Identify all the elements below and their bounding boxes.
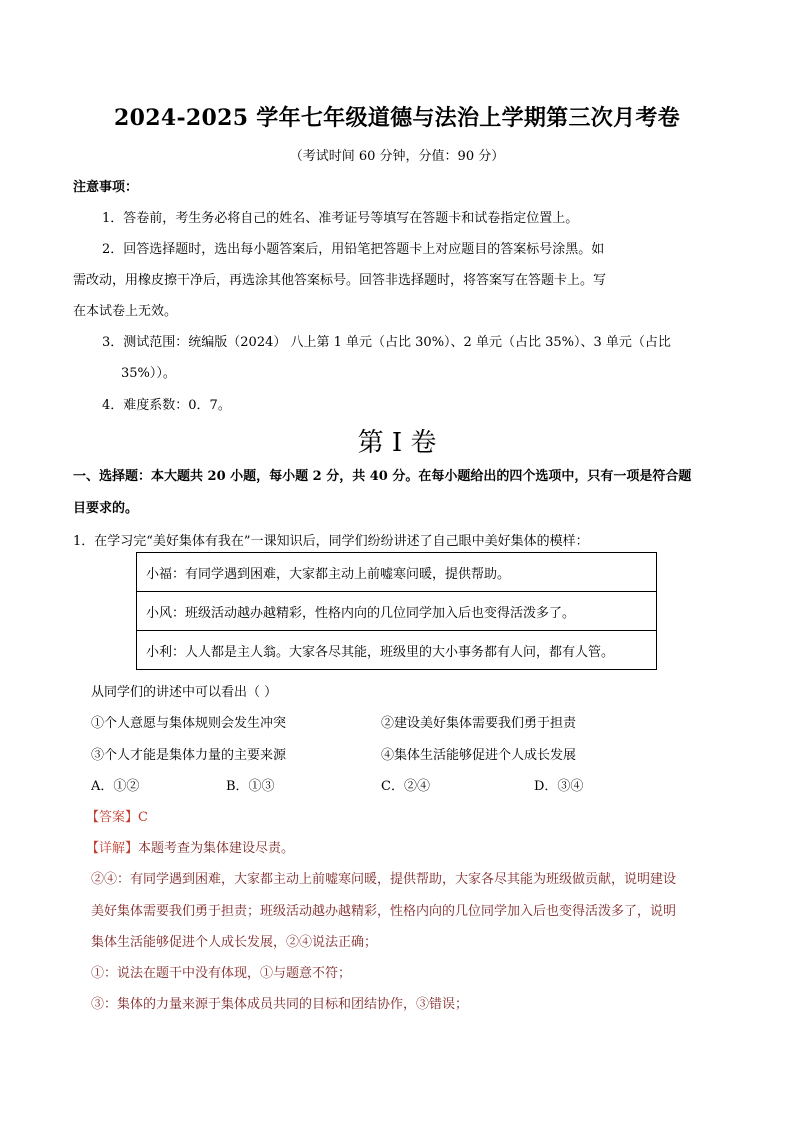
- statement-1: ①个人意愿与集体规则会发生冲突: [91, 716, 287, 731]
- statement-2: ②建设美好集体需要我们勇于担责: [381, 716, 577, 731]
- answer-label: 【答案】C: [86, 810, 148, 825]
- notice-heading: 注意事项：: [73, 180, 139, 195]
- notice-item-4: 4．难度系数：0．7。: [102, 398, 231, 413]
- notice-item-2: 2．回答选择题时，选出每小题答案后，用铅笔把答题卡上对应题目的答案标号涂黑。如: [102, 242, 605, 257]
- table-cell: 小利：人人都是主人翁。大家各尽其能，班级里的大小事务都有人问，都有人管。: [137, 631, 657, 670]
- detail-line: [86, 837, 294, 856]
- question-1-stem: 1．在学习完“美好集体有我在”一课知识后，同学们纷纷讲述了自己眼中美好集体的模样：: [73, 534, 589, 549]
- exam-subtitle: （考试时间 60 分钟，分值：90 分）: [289, 149, 505, 164]
- notice-item-2-cont: 需改动，用橡皮擦干净后，再选涂其他答案标号。回答非选择题时，将答案写在答题卡上。写: [73, 273, 607, 288]
- option-a: A．①②: [91, 779, 140, 794]
- analysis-line-1: ②④：有同学遇到困难，大家都主动上前嘘寒问暖，提供帮助，大家各尽其能为班级做贡献，说明建设: [91, 872, 677, 887]
- table-row: [137, 553, 657, 592]
- question-1-table: [136, 552, 657, 670]
- analysis-line-4: ①：说法在题干中没有体现，①与题意不符；: [91, 966, 352, 981]
- statement-4: ④集体生活能够促进个人成长发展: [381, 748, 577, 763]
- notice-item-2-end: 在本试卷上无效。: [73, 304, 178, 319]
- table-row: [137, 631, 657, 670]
- table-cell: 小风：班级活动越办越精彩，性格内向的几位同学加入后也变得活泼多了。: [137, 592, 657, 631]
- table-cell: 小福：有同学遇到困难，大家都主动上前嘘寒问暖，提供帮助。: [137, 553, 657, 592]
- section-title: 第 I 卷: [357, 428, 437, 458]
- option-d: D．③④: [534, 779, 584, 794]
- question-1-prompt: 从同学们的讲述中可以看出（ ）: [91, 685, 278, 700]
- section-instruction-1: 一、选择题：本大题共 20 小题，每小题 2 分，共 40 分。在每小题给出的四个选项中，只有一项是符合题: [73, 469, 692, 484]
- analysis-line-2: 美好集体需要我们勇于担责；班级活动越办越精彩，性格内向的几位同学加入后也变得活泼多了，说明: [91, 904, 677, 919]
- option-c: C．②④: [381, 779, 430, 794]
- analysis-line-5: ③：集体的力量来源于集体成员共同的目标和团结协作，③错误；: [91, 997, 469, 1012]
- statement-3: ③个人才能是集体力量的主要来源: [91, 748, 287, 763]
- notice-item-1: 1．答卷前，考生务必将自己的姓名、准考证号等填写在答题卡和试卷指定位置上。: [102, 211, 579, 226]
- option-b: B．①③: [226, 779, 275, 794]
- detail-label: 【详解】: [86, 841, 139, 856]
- detail-intro: 本题考查为集体建设尽责。: [138, 841, 295, 856]
- notice-item-3-cont: 35%））。: [121, 366, 176, 381]
- notice-item-3: 3．测试范围：统编版（2024） 八上第 1 单元（占比 30%）、2 单元（占比 35%）、3 单元（占比: [102, 335, 671, 350]
- section-instruction-2: 目要求的。: [73, 501, 139, 516]
- exam-title: 2024-2025 学年七年级道德与法治上学期第三次月考卷: [114, 105, 680, 131]
- analysis-line-3: 集体生活能够促进个人成长发展，②④说法正确；: [91, 935, 378, 950]
- table-row: [137, 592, 657, 631]
